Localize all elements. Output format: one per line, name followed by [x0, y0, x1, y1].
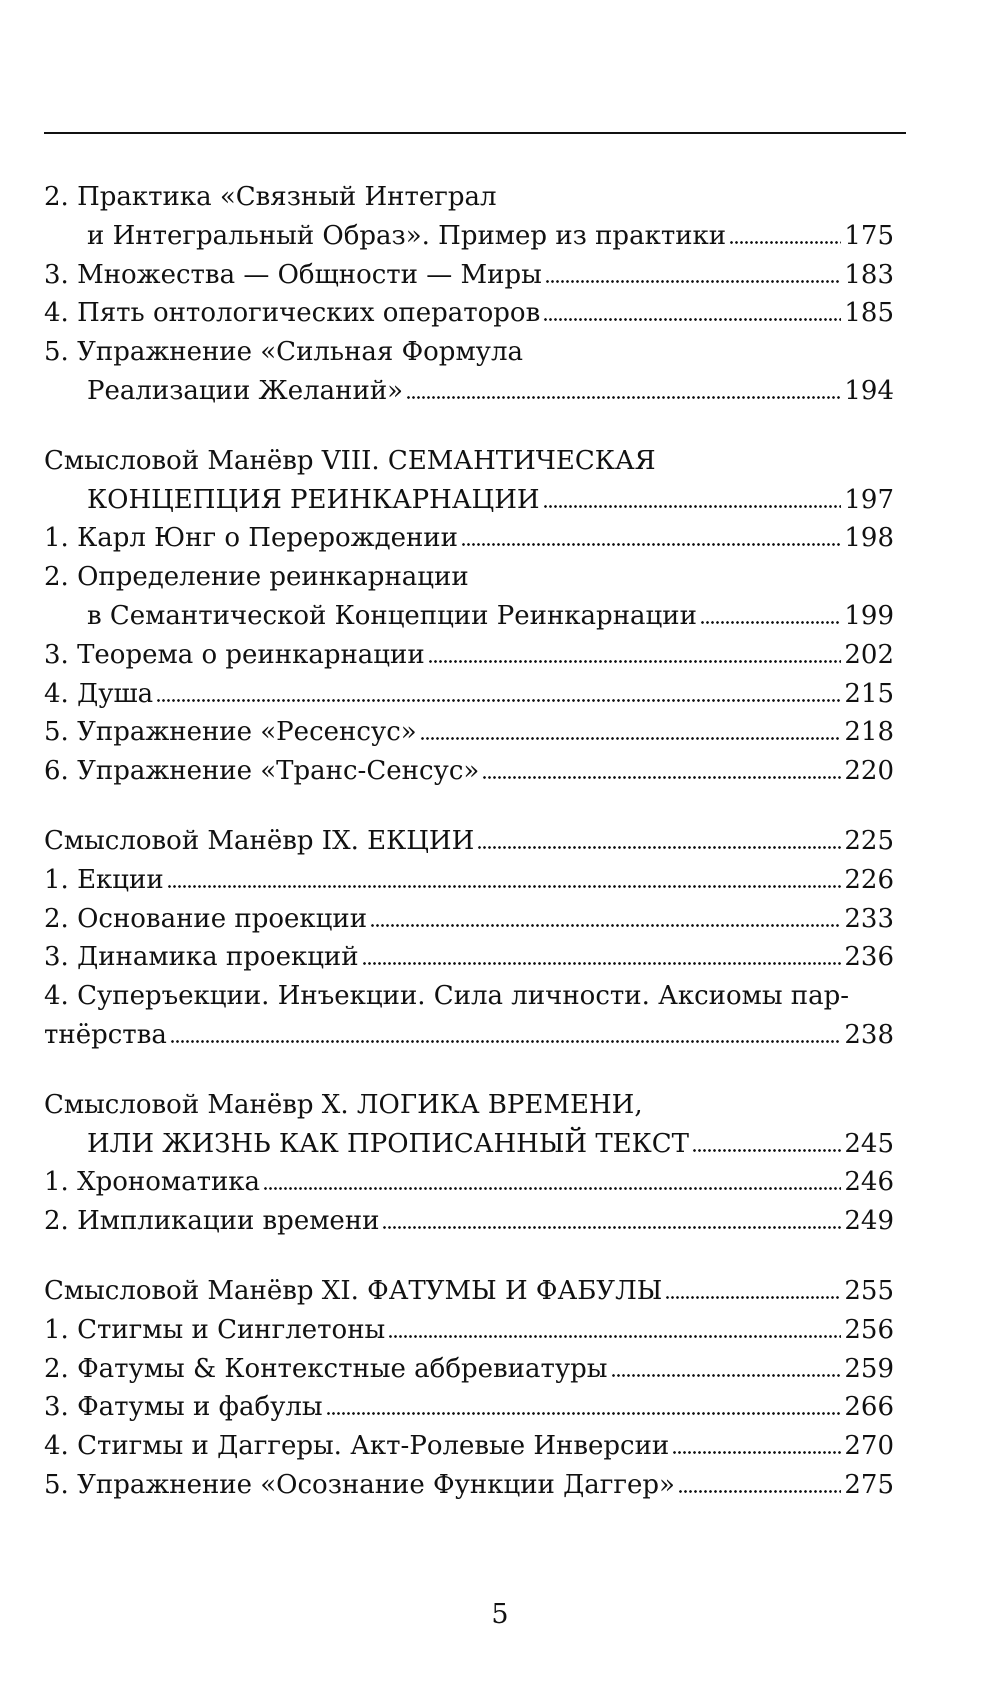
toc-entry-text: 6. Упражнение «Транс-Сенсус»	[44, 756, 480, 787]
toc-item	[44, 675, 894, 714]
toc-entry-text: в Семантической Концепции Реинкарнации	[87, 600, 697, 631]
toc-page-number: 275	[844, 1469, 894, 1500]
toc-entry-text: 1. Хрономатика	[44, 1167, 261, 1198]
toc-entry-text: и Интегральный Образ». Пример из практики	[87, 220, 727, 251]
toc-item	[44, 519, 894, 558]
toc-entry-text: 4. Пять онтологических операторов	[44, 298, 541, 329]
toc-entry-continuation	[44, 977, 894, 1016]
toc-entry-text: 4. Душа	[44, 678, 154, 709]
toc-entry-text: 5. Упражнение «Осознание Функции Даггер»	[44, 1469, 675, 1500]
dot-leader	[477, 823, 841, 849]
toc-entry-line	[44, 752, 894, 791]
toc-page-number: 238	[844, 1019, 894, 1050]
toc-entry-line	[44, 1311, 894, 1350]
toc-entry-line	[44, 938, 894, 977]
toc-entry-text: 2. Основание проекции	[44, 903, 368, 934]
dot-leader	[692, 1126, 841, 1152]
dot-leader	[729, 218, 841, 244]
toc-item	[44, 861, 894, 900]
toc-item	[44, 256, 894, 295]
toc-entry-text: 2. Импликации времени	[44, 1206, 380, 1237]
toc-chapter	[44, 1086, 894, 1164]
dot-leader	[543, 482, 842, 508]
toc-item	[44, 900, 894, 939]
dot-leader	[700, 598, 841, 624]
top-rule	[44, 132, 906, 134]
toc-entry-continuation	[44, 558, 894, 597]
dot-leader	[461, 520, 841, 546]
toc-entry-line	[44, 1163, 894, 1202]
toc-entry-text: 2. Фатумы & Контекстные аббревиатуры	[44, 1353, 608, 1384]
toc-entry-text: Смысловой Манёвр X. ЛОГИКА ВРЕМЕНИ,	[44, 1089, 643, 1120]
toc-entry-text: 3. Динамика проекций	[44, 942, 359, 973]
toc-page-number: 266	[844, 1392, 894, 1423]
toc-item	[44, 333, 894, 411]
toc-item	[44, 1427, 894, 1466]
toc-item	[44, 1163, 894, 1202]
toc-entry-text: Смысловой Манёвр XI. ФАТУМЫ И ФАБУЛЫ	[44, 1275, 663, 1306]
dot-leader	[665, 1273, 841, 1299]
toc-entry-line	[44, 372, 894, 411]
toc-page-number: 249	[844, 1206, 894, 1237]
toc-entry-text: 3. Теорема о реинкарнации	[44, 639, 425, 670]
toc-entry-line	[44, 713, 894, 752]
dot-leader	[428, 637, 842, 663]
toc-entry-line	[44, 1272, 894, 1311]
toc-page-number: 220	[844, 756, 894, 787]
toc-page-number: 255	[844, 1275, 894, 1306]
dot-leader	[388, 1312, 841, 1338]
toc-item	[44, 1466, 894, 1505]
dot-leader	[263, 1164, 841, 1190]
dot-leader	[672, 1428, 841, 1454]
toc-item	[44, 1388, 894, 1427]
toc-item	[44, 636, 894, 675]
toc-entry-line	[44, 1125, 894, 1164]
toc-page-number: 233	[844, 903, 894, 934]
page-folio: 5	[491, 1599, 509, 1630]
toc-entry-text: 5. Упражнение «Сильная Формула	[44, 337, 523, 368]
toc-page-number: 197	[844, 484, 894, 515]
toc-item	[44, 977, 894, 1055]
dot-leader	[156, 676, 841, 702]
toc-entry-line	[44, 636, 894, 675]
toc-item	[44, 1350, 894, 1389]
dot-leader	[406, 373, 841, 399]
toc-page-number: 256	[844, 1314, 894, 1345]
toc-entry-line	[44, 861, 894, 900]
dot-leader	[170, 1017, 842, 1043]
toc-page-number: 198	[844, 523, 894, 554]
toc-entry-line	[44, 597, 894, 636]
toc-entry-line	[44, 294, 894, 333]
toc-item	[44, 178, 894, 256]
toc-page-number: 246	[844, 1167, 894, 1198]
toc-page-number: 199	[844, 600, 894, 631]
toc-entry-text: 2. Практика «Связный Интеграл	[44, 182, 497, 212]
toc-entry-text: Смысловой Манёвр IX. ЕКЦИИ	[44, 825, 475, 856]
dot-leader	[611, 1351, 842, 1377]
toc-page-number: 183	[844, 259, 894, 290]
toc-entry-text: тнёрства	[44, 1019, 167, 1050]
toc-item	[44, 1202, 894, 1241]
toc-chapter	[44, 442, 894, 520]
toc-entry-text: 4. Стигмы и Даггеры. Акт-Ролевые Инверсии	[44, 1431, 670, 1462]
toc-entry-line	[44, 519, 894, 558]
toc-page-number: 236	[844, 942, 894, 973]
toc-page-number: 259	[844, 1353, 894, 1384]
toc-page-number: 218	[844, 717, 894, 748]
toc-item	[44, 938, 894, 977]
toc-page-number: 194	[844, 375, 894, 406]
toc-chapter	[44, 822, 894, 861]
toc-entry-continuation	[44, 333, 894, 372]
dot-leader	[678, 1467, 841, 1493]
dot-leader	[167, 862, 842, 888]
toc-entry-line	[44, 481, 894, 520]
toc-entry-text: Реализации Желаний»	[87, 375, 404, 406]
toc-page-number: 202	[844, 639, 894, 670]
toc-entry-line	[44, 900, 894, 939]
toc-entry-text: ИЛИ ЖИЗНЬ КАК ПРОПИСАННЫЙ ТЕКСТ	[87, 1128, 690, 1159]
dot-leader	[362, 939, 842, 965]
toc-entry-text: 2. Определение реинкарнации	[44, 562, 469, 593]
toc-entry-continuation	[44, 1086, 894, 1125]
toc-entry-line	[44, 1202, 894, 1241]
toc-page-number: 215	[844, 678, 894, 709]
toc-page-number: 185	[844, 298, 894, 329]
toc-entry-line	[44, 1350, 894, 1389]
toc-entry-text: 4. Суперъекции. Инъекции. Сила личности. Аксиомы пар-	[44, 981, 850, 1012]
toc-entry-line	[44, 1427, 894, 1466]
toc-item	[44, 294, 894, 333]
toc-entry-text: Смысловой Манёвр VIII. СЕМАНТИЧЕСКАЯ	[44, 445, 656, 476]
toc-entry-line	[44, 675, 894, 714]
dot-leader	[370, 901, 841, 927]
toc-entry-line	[44, 217, 894, 256]
toc-entry-continuation	[44, 178, 894, 217]
toc-chapter	[44, 1272, 894, 1311]
toc-entry-line	[44, 256, 894, 295]
dot-leader	[543, 295, 841, 321]
dot-leader	[382, 1203, 841, 1229]
toc-entry-text: 1. Стигмы и Синглетоны	[44, 1314, 386, 1345]
toc-page-number: 175	[844, 220, 894, 251]
toc-entry-text: 3. Множества — Общности — Миры	[44, 259, 542, 290]
toc-item	[44, 752, 894, 791]
toc-entry-continuation	[44, 442, 894, 481]
toc-page-number: 226	[844, 864, 894, 895]
toc-entry-text: 5. Упражнение «Ресенсус»	[44, 717, 417, 748]
toc-entry-text: 3. Фатумы и фабулы	[44, 1392, 323, 1423]
toc-entry-text: 1. Екции	[44, 864, 164, 895]
dot-leader	[326, 1389, 842, 1415]
toc-item	[44, 713, 894, 752]
dot-leader	[420, 714, 842, 740]
toc-entry-line	[44, 1016, 894, 1055]
toc-entry-text: КОНЦЕПЦИЯ РЕИНКАРНАЦИИ	[87, 484, 540, 515]
toc-page-number: 245	[844, 1128, 894, 1159]
dot-leader	[482, 753, 841, 779]
toc-page-number: 225	[844, 825, 894, 856]
toc-entry-line	[44, 822, 894, 861]
dot-leader	[545, 257, 842, 283]
toc-entry-line	[44, 1388, 894, 1427]
toc-item	[44, 1311, 894, 1350]
toc-item	[44, 558, 894, 636]
table-of-contents	[44, 178, 894, 1505]
toc-entry-text: 1. Карл Юнг о Перерождении	[44, 523, 458, 554]
toc-page-number: 270	[844, 1431, 894, 1462]
toc-entry-line	[44, 1466, 894, 1505]
